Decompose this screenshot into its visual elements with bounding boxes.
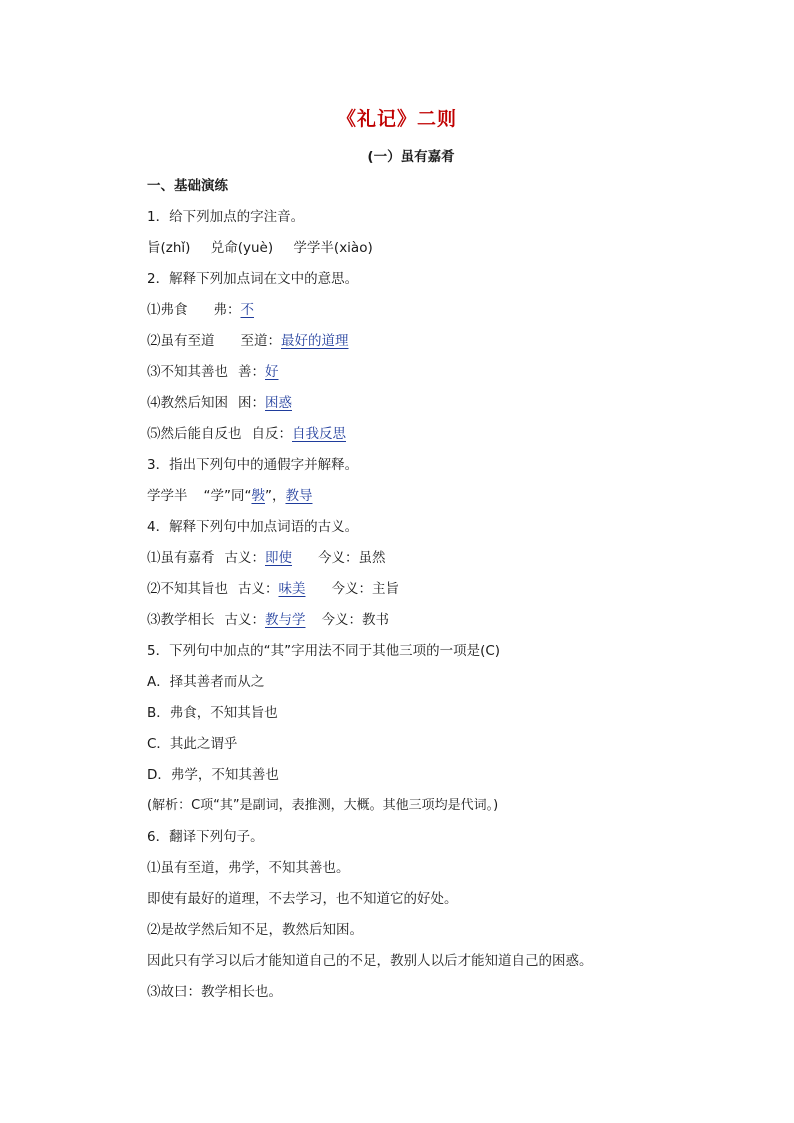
question-2-item: ⑵虽有至道 至道：最好的道理 <box>147 333 349 349</box>
answer-text: 教导 <box>285 488 313 504</box>
explanation-note: (解析：C项“其”是副词，表推测，大概。其他三项均是代词。) <box>147 798 499 813</box>
question-2-item: ⑴弗食 弗：不 <box>147 302 254 318</box>
source-sentence: ⑶故曰：教学相长也。 <box>147 984 282 1000</box>
answer-text: 即使 <box>265 550 292 566</box>
section-heading: 一、基础演练 <box>147 178 228 194</box>
translation-text: 因此只有学习以后才能知道自己的不足，教别人以后才能知道自己的困惑。 <box>147 953 593 969</box>
question-2-item: ⑷教然后知困 困：困惑 <box>147 395 292 411</box>
question-4-item: ⑵不知其旨也 古义：味美 今义：主旨 <box>147 581 399 597</box>
answer-text: 自我反思 <box>292 426 346 442</box>
source-sentence: ⑵是故学然后知不足，教然后知困。 <box>147 922 363 938</box>
option-b: B．弗食，不知其旨也 <box>147 705 278 721</box>
answer-text: 教与学 <box>265 612 306 628</box>
option-c: C．其此之谓乎 <box>147 736 238 752</box>
answer-text: 好 <box>265 364 279 380</box>
question-4-item: ⑴虽有嘉肴 古义：即使 今义：虽然 <box>147 550 386 566</box>
page-title: 《礼记》二则 <box>336 108 457 130</box>
answer-text: 最好的道理 <box>281 333 349 349</box>
question-4-prompt: 4．解释下列句中加点词语的古义。 <box>147 519 359 535</box>
translation-text: 即使有最好的道理，不去学习，也不知道它的好处。 <box>147 891 458 907</box>
question-3-prompt: 3．指出下列句中的通假字并解释。 <box>147 457 359 473</box>
question-5-prompt: 5．下列句中加点的“其”字用法不同于其他三项的一项是(C) <box>147 643 501 659</box>
section-subtitle: (一）虽有嘉肴 <box>367 149 455 165</box>
option-d: D．弗学，不知其善也 <box>147 767 279 783</box>
question-2-item: ⑶不知其善也 善：好 <box>147 364 279 380</box>
pinyin-item: 旨(zhǐ) <box>147 240 191 256</box>
pinyin-item: 学学半(xiào) <box>293 240 373 256</box>
question-2-item: ⑸然后能自反也 自反：自我反思 <box>147 426 346 442</box>
exercise-content <box>147 175 674 1012</box>
option-a: A．择其善者而从之 <box>147 674 265 690</box>
question-6-prompt: 6．翻译下列句子。 <box>147 829 264 845</box>
source-sentence: ⑴虽有至道，弗学，不知其善也。 <box>147 860 350 876</box>
answer-text: 困惑 <box>265 395 292 411</box>
pinyin-item: 兑命(yuè) <box>210 240 274 256</box>
answer-text: 味美 <box>278 581 306 597</box>
question-1-answers <box>147 237 674 268</box>
answer-text: 斅 <box>251 488 265 504</box>
question-2-prompt: 2．解释下列加点词在文中的意思。 <box>147 271 359 287</box>
answer-text: 不 <box>240 302 254 318</box>
question-1-prompt: 1．给下列加点的字注音。 <box>147 209 305 225</box>
question-4-item: ⑶教学相长 古义：教与学 今义：教书 <box>147 612 389 628</box>
question-3-answer: 学学半 “学”同“斅”，教导 <box>147 488 313 504</box>
